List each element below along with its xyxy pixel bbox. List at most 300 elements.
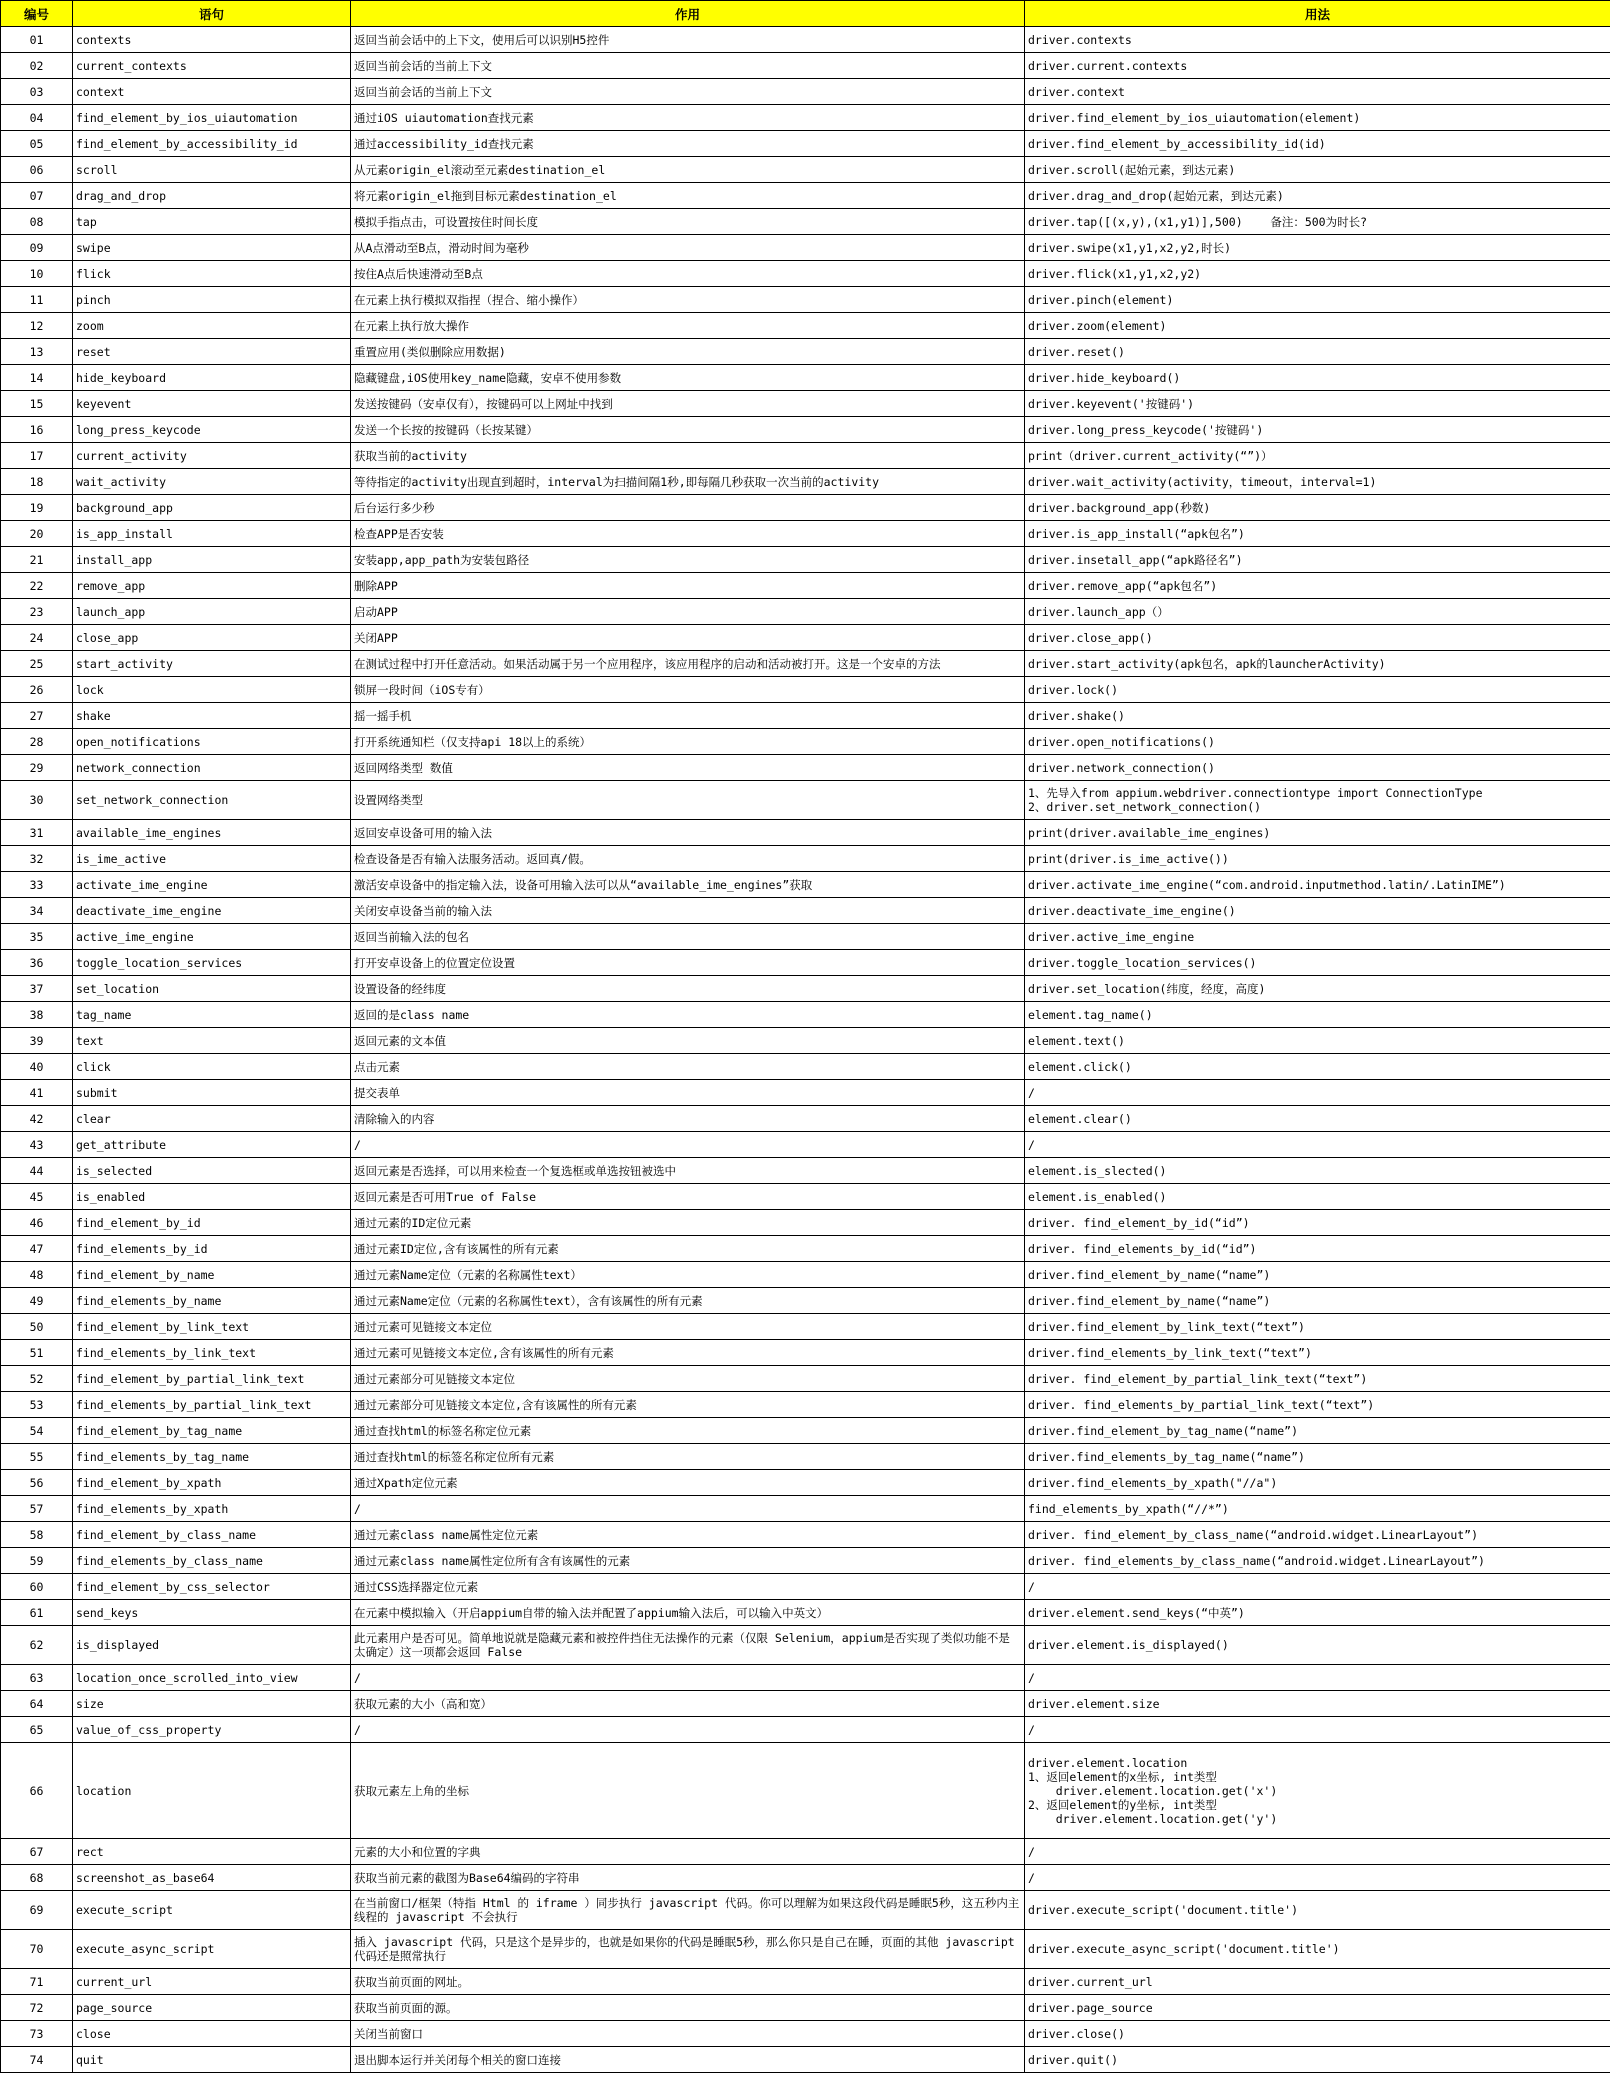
statement-cell: start_activity — [73, 651, 351, 677]
table-row — [1, 469, 1610, 495]
usage-cell: driver.scroll(起始元素，到达元素) — [1025, 157, 1610, 183]
usage-cell: driver.find_element_by_link_text(“text”) — [1025, 1314, 1610, 1340]
row-number: 15 — [1, 391, 73, 417]
table-row — [1, 1743, 1610, 1839]
function-cell: 设置设备的经纬度 — [351, 976, 1025, 1002]
row-number: 47 — [1, 1236, 73, 1262]
row-number: 28 — [1, 729, 73, 755]
row-number: 53 — [1, 1392, 73, 1418]
usage-cell: driver.start_activity(apk包名，apk的launcherActivity) — [1025, 651, 1610, 677]
header-number: 编号 — [1, 1, 73, 27]
function-cell: 通过CSS选择器定位元素 — [351, 1574, 1025, 1600]
row-number: 07 — [1, 183, 73, 209]
row-number: 73 — [1, 2021, 73, 2047]
statement-cell: is_app_install — [73, 521, 351, 547]
statement-cell: context — [73, 79, 351, 105]
statement-cell: rect — [73, 1839, 351, 1865]
statement-cell: scroll — [73, 157, 351, 183]
table-row — [1, 183, 1610, 209]
function-cell: 通过元素部分可见链接文本定位,含有该属性的所有元素 — [351, 1392, 1025, 1418]
statement-cell: find_elements_by_partial_link_text — [73, 1392, 351, 1418]
statement-cell: tag_name — [73, 1002, 351, 1028]
usage-cell: 1、先导入from appium.webdriver.connectiontype import ConnectionType 2、driver.set_network_connection() — [1025, 781, 1610, 820]
table-row — [1, 1054, 1610, 1080]
row-number: 09 — [1, 235, 73, 261]
statement-cell: text — [73, 1028, 351, 1054]
row-number: 29 — [1, 755, 73, 781]
row-number: 42 — [1, 1106, 73, 1132]
function-cell: 获取元素的大小（高和宽） — [351, 1691, 1025, 1717]
table-row — [1, 53, 1610, 79]
header-row — [1, 1, 1610, 27]
statement-cell: deactivate_ime_engine — [73, 898, 351, 924]
statement-cell: network_connection — [73, 755, 351, 781]
statement-cell: zoom — [73, 313, 351, 339]
function-cell: / — [351, 1132, 1025, 1158]
statement-cell: clear — [73, 1106, 351, 1132]
row-number: 51 — [1, 1340, 73, 1366]
usage-cell: driver.toggle_location_services() — [1025, 950, 1610, 976]
table-row — [1, 625, 1610, 651]
function-cell: 检查APP是否安装 — [351, 521, 1025, 547]
row-number: 01 — [1, 27, 73, 53]
usage-cell: driver.reset() — [1025, 339, 1610, 365]
row-number: 25 — [1, 651, 73, 677]
statement-cell: is_selected — [73, 1158, 351, 1184]
statement-cell: find_elements_by_name — [73, 1288, 351, 1314]
row-number: 48 — [1, 1262, 73, 1288]
row-number: 57 — [1, 1496, 73, 1522]
function-cell: 摇一摇手机 — [351, 703, 1025, 729]
function-cell: 通过accessibility_id查找元素 — [351, 131, 1025, 157]
statement-cell: find_elements_by_xpath — [73, 1496, 351, 1522]
row-number: 30 — [1, 781, 73, 820]
function-cell: 插入 javascript 代码，只是这个是异步的，也就是如果你的代码是睡眠5秒，那么你只是自己在睡，页面的其他 javascript 代码还是照常执行 — [351, 1930, 1025, 1969]
table-row — [1, 1132, 1610, 1158]
table-row — [1, 1080, 1610, 1106]
statement-cell: toggle_location_services — [73, 950, 351, 976]
function-cell: 通过元素class name属性定位所有含有该属性的元素 — [351, 1548, 1025, 1574]
table-row — [1, 2047, 1610, 2073]
function-cell: 删除APP — [351, 573, 1025, 599]
row-number: 54 — [1, 1418, 73, 1444]
usage-cell: element.text() — [1025, 1028, 1610, 1054]
row-number: 03 — [1, 79, 73, 105]
function-cell: 模拟手指点击，可设置按住时间长度 — [351, 209, 1025, 235]
row-number: 56 — [1, 1470, 73, 1496]
function-cell: 提交表单 — [351, 1080, 1025, 1106]
row-number: 62 — [1, 1626, 73, 1665]
statement-cell: pinch — [73, 287, 351, 313]
usage-cell: driver. find_element_by_class_name(“android.widget.LinearLayout”) — [1025, 1522, 1610, 1548]
function-cell: 获取当前页面的网址。 — [351, 1969, 1025, 1995]
row-number: 58 — [1, 1522, 73, 1548]
function-cell: 通过元素可见链接文本定位 — [351, 1314, 1025, 1340]
usage-cell: driver.page_source — [1025, 1995, 1610, 2021]
usage-cell: driver. find_elements_by_partial_link_text(“text”) — [1025, 1392, 1610, 1418]
function-cell: 检查设备是否有输入法服务活动。返回真/假。 — [351, 846, 1025, 872]
function-cell: 设置网络类型 — [351, 781, 1025, 820]
row-number: 67 — [1, 1839, 73, 1865]
statement-cell: launch_app — [73, 599, 351, 625]
row-number: 08 — [1, 209, 73, 235]
table-row — [1, 599, 1610, 625]
function-cell: 通过元素的ID定位元素 — [351, 1210, 1025, 1236]
function-cell: 此元素用户是否可见。简单地说就是隐藏元素和被控件挡住无法操作的元素（仅限 Selenium，appium是否实现了类似功能不是太确定）这一项都会返回 False — [351, 1626, 1025, 1665]
table-row — [1, 950, 1610, 976]
table-row — [1, 1366, 1610, 1392]
row-number: 52 — [1, 1366, 73, 1392]
row-number: 26 — [1, 677, 73, 703]
row-number: 59 — [1, 1548, 73, 1574]
usage-cell: / — [1025, 1080, 1610, 1106]
function-cell: 返回当前会话的当前上下文 — [351, 79, 1025, 105]
statement-cell: click — [73, 1054, 351, 1080]
table-row — [1, 677, 1610, 703]
table-row — [1, 339, 1610, 365]
header-function: 作用 — [351, 1, 1025, 27]
table-row — [1, 872, 1610, 898]
function-cell: 通过元素Name定位（元素的名称属性text），含有该属性的所有元素 — [351, 1288, 1025, 1314]
statement-cell: background_app — [73, 495, 351, 521]
usage-cell: driver.is_app_install(“apk包名”) — [1025, 521, 1610, 547]
table-row — [1, 261, 1610, 287]
row-number: 41 — [1, 1080, 73, 1106]
usage-cell: driver.element.location 1、返回element的x坐标, int类型 driver.element.location.get('x') 2、返回element的y坐标, int类型 driver.element.location.get('y') — [1025, 1743, 1610, 1839]
row-number: 04 — [1, 105, 73, 131]
statement-cell: keyevent — [73, 391, 351, 417]
statement-cell: swipe — [73, 235, 351, 261]
table-row — [1, 27, 1610, 53]
statement-cell: submit — [73, 1080, 351, 1106]
row-number: 05 — [1, 131, 73, 157]
row-number: 66 — [1, 1743, 73, 1839]
table-row — [1, 1184, 1610, 1210]
function-cell: 在测试过程中打开任意活动。如果活动属于另一个应用程序，该应用程序的启动和活动被打开。这是一个安卓的方法 — [351, 651, 1025, 677]
table-row — [1, 1930, 1610, 1969]
usage-cell: / — [1025, 1865, 1610, 1891]
table-header — [1, 1, 1610, 27]
usage-cell: driver.flick(x1,y1,x2,y2) — [1025, 261, 1610, 287]
table-row — [1, 729, 1610, 755]
function-cell: 后台运行多少秒 — [351, 495, 1025, 521]
table-row — [1, 846, 1610, 872]
function-cell: 通过Xpath定位元素 — [351, 1470, 1025, 1496]
function-cell: 从元素origin_el滚动至元素destination_el — [351, 157, 1025, 183]
function-cell: 在元素上执行放大操作 — [351, 313, 1025, 339]
usage-cell: driver. find_element_by_partial_link_text(“text”) — [1025, 1366, 1610, 1392]
usage-cell: element.clear() — [1025, 1106, 1610, 1132]
usage-cell: driver.element.size — [1025, 1691, 1610, 1717]
statement-cell: find_element_by_id — [73, 1210, 351, 1236]
row-number: 49 — [1, 1288, 73, 1314]
row-number: 16 — [1, 417, 73, 443]
function-cell: 返回元素是否选择，可以用来检查一个复选框或单选按钮被选中 — [351, 1158, 1025, 1184]
usage-cell: driver.element.is_displayed() — [1025, 1626, 1610, 1665]
statement-cell: quit — [73, 2047, 351, 2073]
statement-cell: location_once_scrolled_into_view — [73, 1665, 351, 1691]
usage-cell: driver.find_elements_by_link_text(“text”) — [1025, 1340, 1610, 1366]
table-row — [1, 521, 1610, 547]
statement-cell: close_app — [73, 625, 351, 651]
row-number: 74 — [1, 2047, 73, 2073]
table-row — [1, 820, 1610, 846]
function-cell: 等待指定的activity出现直到超时，interval为扫描间隔1秒,即每隔几秒获取一次当前的activity — [351, 469, 1025, 495]
function-cell: 获取当前元素的截图为Base64编码的字符串 — [351, 1865, 1025, 1891]
usage-cell: driver.find_element_by_name(“name”) — [1025, 1288, 1610, 1314]
statement-cell: is_displayed — [73, 1626, 351, 1665]
table-row — [1, 391, 1610, 417]
function-cell: 打开系统通知栏（仅支持api 18以上的系统） — [351, 729, 1025, 755]
table-row — [1, 1717, 1610, 1743]
table-row — [1, 1891, 1610, 1930]
row-number: 21 — [1, 547, 73, 573]
row-number: 18 — [1, 469, 73, 495]
table-row — [1, 105, 1610, 131]
function-cell: 返回当前输入法的包名 — [351, 924, 1025, 950]
usage-cell: / — [1025, 1717, 1610, 1743]
function-cell: 从A点滑动至B点，滑动时间为毫秒 — [351, 235, 1025, 261]
statement-cell: set_network_connection — [73, 781, 351, 820]
row-number: 46 — [1, 1210, 73, 1236]
table-row — [1, 131, 1610, 157]
statement-cell: set_location — [73, 976, 351, 1002]
statement-cell: find_element_by_ios_uiautomation — [73, 105, 351, 131]
row-number: 34 — [1, 898, 73, 924]
table-row — [1, 2021, 1610, 2047]
usage-cell: driver.find_element_by_ios_uiautomation(element) — [1025, 105, 1610, 131]
table-row — [1, 1574, 1610, 1600]
usage-cell: find_elements_by_xpath(“//*”) — [1025, 1496, 1610, 1522]
statement-cell: find_element_by_xpath — [73, 1470, 351, 1496]
table-row — [1, 235, 1610, 261]
function-cell: 通过查找html的标签名称定位元素 — [351, 1418, 1025, 1444]
usage-cell: driver.tap([(x,y),(x1,y1)],500) 备注：500为时长? — [1025, 209, 1610, 235]
table-row — [1, 1262, 1610, 1288]
usage-cell: driver.contexts — [1025, 27, 1610, 53]
usage-cell: driver.find_elements_by_tag_name(“name”) — [1025, 1444, 1610, 1470]
table-row — [1, 209, 1610, 235]
row-number: 23 — [1, 599, 73, 625]
statement-cell: find_element_by_accessibility_id — [73, 131, 351, 157]
statement-cell: send_keys — [73, 1600, 351, 1626]
statement-cell: long_press_keycode — [73, 417, 351, 443]
function-cell: 返回当前会话的当前上下文 — [351, 53, 1025, 79]
table-row — [1, 1444, 1610, 1470]
table-row — [1, 1158, 1610, 1184]
row-number: 71 — [1, 1969, 73, 1995]
table-row — [1, 976, 1610, 1002]
function-cell: 元素的大小和位置的字典 — [351, 1839, 1025, 1865]
statement-cell: activate_ime_engine — [73, 872, 351, 898]
row-number: 19 — [1, 495, 73, 521]
row-number: 27 — [1, 703, 73, 729]
usage-cell: driver.active_ime_engine — [1025, 924, 1610, 950]
statement-cell: find_element_by_class_name — [73, 1522, 351, 1548]
usage-cell: driver. find_elements_by_id(“id”) — [1025, 1236, 1610, 1262]
table-row — [1, 287, 1610, 313]
row-number: 64 — [1, 1691, 73, 1717]
row-number: 70 — [1, 1930, 73, 1969]
row-number: 39 — [1, 1028, 73, 1054]
statement-cell: remove_app — [73, 573, 351, 599]
row-number: 36 — [1, 950, 73, 976]
table-row — [1, 755, 1610, 781]
function-cell: 通过查找html的标签名称定位所有元素 — [351, 1444, 1025, 1470]
usage-cell: driver.zoom(element) — [1025, 313, 1610, 339]
statement-cell: find_elements_by_tag_name — [73, 1444, 351, 1470]
usage-cell: driver.find_elements_by_xpath("//a") — [1025, 1470, 1610, 1496]
usage-cell: driver.execute_script('document.title') — [1025, 1891, 1610, 1930]
statement-cell: find_element_by_name — [73, 1262, 351, 1288]
row-number: 17 — [1, 443, 73, 469]
statement-cell: execute_script — [73, 1891, 351, 1930]
row-number: 20 — [1, 521, 73, 547]
usage-cell: driver.close_app() — [1025, 625, 1610, 651]
function-cell: 退出脚本运行并关闭每个相关的窗口连接 — [351, 2047, 1025, 2073]
statement-cell: screenshot_as_base64 — [73, 1865, 351, 1891]
usage-cell: driver.context — [1025, 79, 1610, 105]
table-row — [1, 1600, 1610, 1626]
function-cell: 发送一个长按的按键码（长按某键） — [351, 417, 1025, 443]
function-cell: 关闭APP — [351, 625, 1025, 651]
table-row — [1, 1002, 1610, 1028]
row-number: 38 — [1, 1002, 73, 1028]
usage-cell: driver.activate_ime_engine(“com.android.inputmethod.latin/.LatinIME”) — [1025, 872, 1610, 898]
function-cell: 通过元素Name定位（元素的名称属性text） — [351, 1262, 1025, 1288]
function-cell: 启动APP — [351, 599, 1025, 625]
table-row — [1, 1288, 1610, 1314]
function-cell: 获取当前的activity — [351, 443, 1025, 469]
function-cell: 返回元素的文本值 — [351, 1028, 1025, 1054]
usage-cell: driver.set_location(纬度，经度，高度) — [1025, 976, 1610, 1002]
row-number: 40 — [1, 1054, 73, 1080]
table-row — [1, 495, 1610, 521]
statement-cell: reset — [73, 339, 351, 365]
function-cell: 点击元素 — [351, 1054, 1025, 1080]
usage-cell: driver.shake() — [1025, 703, 1610, 729]
statement-cell: current_activity — [73, 443, 351, 469]
function-cell: 激活安卓设备中的指定输入法，设备可用输入法可以从“available_ime_engines”获取 — [351, 872, 1025, 898]
usage-cell: driver.swipe(x1,y1,x2,y2,时长) — [1025, 235, 1610, 261]
table-row — [1, 443, 1610, 469]
usage-cell: driver.find_element_by_name(“name”) — [1025, 1262, 1610, 1288]
function-cell: 按住A点后快速滑动至B点 — [351, 261, 1025, 287]
usage-cell: driver.quit() — [1025, 2047, 1610, 2073]
function-cell: / — [351, 1496, 1025, 1522]
table-row — [1, 1496, 1610, 1522]
row-number: 60 — [1, 1574, 73, 1600]
statement-cell: find_element_by_partial_link_text — [73, 1366, 351, 1392]
table-row — [1, 1522, 1610, 1548]
function-cell: 返回当前会话中的上下文，使用后可以识别H5控件 — [351, 27, 1025, 53]
function-cell: 返回元素是否可用True of False — [351, 1184, 1025, 1210]
function-cell: 重置应用(类似删除应用数据) — [351, 339, 1025, 365]
usage-cell: element.is_enabled() — [1025, 1184, 1610, 1210]
row-number: 37 — [1, 976, 73, 1002]
usage-cell: print(driver.available_ime_engines) — [1025, 820, 1610, 846]
table-row — [1, 1839, 1610, 1865]
statement-cell: page_source — [73, 1995, 351, 2021]
row-number: 06 — [1, 157, 73, 183]
usage-cell: driver. find_elements_by_class_name(“android.widget.LinearLayout”) — [1025, 1548, 1610, 1574]
header-usage: 用法 — [1025, 1, 1610, 27]
statement-cell: install_app — [73, 547, 351, 573]
row-number: 24 — [1, 625, 73, 651]
statement-cell: location — [73, 1743, 351, 1839]
table-row — [1, 1392, 1610, 1418]
statement-cell: current_url — [73, 1969, 351, 1995]
statement-cell: close — [73, 2021, 351, 2047]
table-row — [1, 417, 1610, 443]
header-statement: 语句 — [73, 1, 351, 27]
usage-cell: driver.hide_keyboard() — [1025, 365, 1610, 391]
statement-cell: active_ime_engine — [73, 924, 351, 950]
row-number: 68 — [1, 1865, 73, 1891]
row-number: 72 — [1, 1995, 73, 2021]
usage-cell: driver.keyevent('按键码') — [1025, 391, 1610, 417]
usage-cell: driver.pinch(element) — [1025, 287, 1610, 313]
table-row — [1, 547, 1610, 573]
row-number: 11 — [1, 287, 73, 313]
table-row — [1, 924, 1610, 950]
usage-cell: driver.find_element_by_tag_name(“name”) — [1025, 1418, 1610, 1444]
usage-cell: driver.current_url — [1025, 1969, 1610, 1995]
usage-cell: driver.find_element_by_accessibility_id(id) — [1025, 131, 1610, 157]
row-number: 44 — [1, 1158, 73, 1184]
table-row — [1, 1548, 1610, 1574]
function-cell: 将元素origin_el拖到目标元素destination_el — [351, 183, 1025, 209]
statement-cell: find_elements_by_class_name — [73, 1548, 351, 1574]
function-cell: 隐藏键盘,iOS使用key_name隐藏，安卓不使用参数 — [351, 365, 1025, 391]
statement-cell: find_elements_by_id — [73, 1236, 351, 1262]
table-row — [1, 1470, 1610, 1496]
function-cell: 发送按键码（安卓仅有），按键码可以上网址中找到 — [351, 391, 1025, 417]
function-cell: 在元素中模拟输入（开启appium自带的输入法并配置了appium输入法后，可以输入中英文） — [351, 1600, 1025, 1626]
usage-cell: driver.deactivate_ime_engine() — [1025, 898, 1610, 924]
usage-cell: driver.element.send_keys(“中英”) — [1025, 1600, 1610, 1626]
function-cell: 返回的是class name — [351, 1002, 1025, 1028]
function-cell: 通过iOS uiautomation查找元素 — [351, 105, 1025, 131]
table-row — [1, 79, 1610, 105]
statement-cell: find_element_by_link_text — [73, 1314, 351, 1340]
row-number: 10 — [1, 261, 73, 287]
row-number: 61 — [1, 1600, 73, 1626]
usage-cell: driver.current.contexts — [1025, 53, 1610, 79]
usage-cell: / — [1025, 1839, 1610, 1865]
usage-cell: / — [1025, 1574, 1610, 1600]
table-row — [1, 1865, 1610, 1891]
statement-cell: lock — [73, 677, 351, 703]
usage-cell: driver. find_element_by_id(“id”) — [1025, 1210, 1610, 1236]
table-row — [1, 1626, 1610, 1665]
usage-cell: driver.launch_app（） — [1025, 599, 1610, 625]
statement-cell: shake — [73, 703, 351, 729]
statement-cell: execute_async_script — [73, 1930, 351, 1969]
row-number: 31 — [1, 820, 73, 846]
usage-cell: / — [1025, 1132, 1610, 1158]
statement-cell: flick — [73, 261, 351, 287]
row-number: 43 — [1, 1132, 73, 1158]
table-row — [1, 1995, 1610, 2021]
statement-cell: find_element_by_tag_name — [73, 1418, 351, 1444]
row-number: 50 — [1, 1314, 73, 1340]
row-number: 65 — [1, 1717, 73, 1743]
function-cell: / — [351, 1665, 1025, 1691]
usage-cell: driver.drag_and_drop(起始元素，到达元素) — [1025, 183, 1610, 209]
function-cell: 获取元素左上角的坐标 — [351, 1743, 1025, 1839]
function-cell: 通过元素可见链接文本定位,含有该属性的所有元素 — [351, 1340, 1025, 1366]
